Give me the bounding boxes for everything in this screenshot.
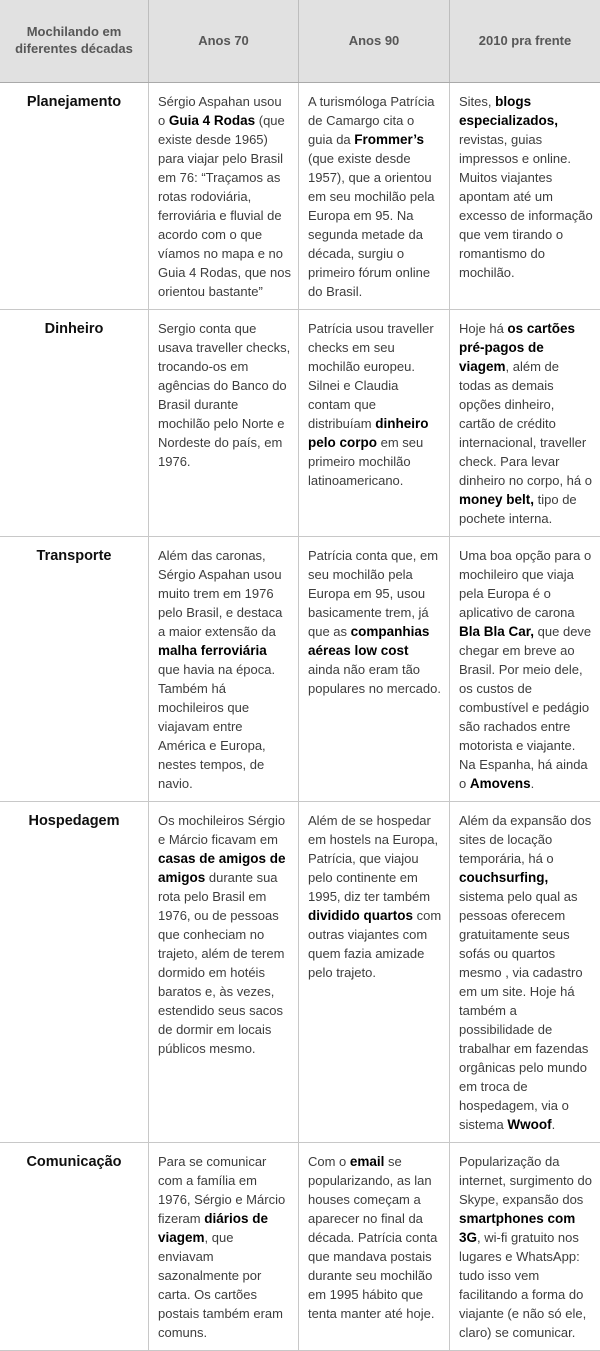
cell-dinheiro-anos-90: Patrícia usou traveller checks em seu mochilão europeu. Silnei e Claudia contam que distribuíam dinheiro pelo corpo em seu primeiro mochilão latinoamericano. <box>298 310 449 536</box>
cell-hospedagem-2010: Além da expansão dos sites de locação temporária, há o couchsurfing, sistema pelo qual as pessoas oferecem gratuitamente seus sofás ou quartos mesmo , via cadastro em um site. Hoje há também a possibilidade de trabalhar em fazendas orgânicas pelo mundo em troca de hospedagem, via o sistema Wwoof. <box>449 802 600 1142</box>
table-row-planejamento <box>0 83 600 309</box>
row-label-dinheiro: Dinheiro <box>44 321 104 337</box>
cell-comunicacao-anos-90: Com o email se popularizando, as lan houses começam a aparecer no final da década. Patrícia conta que mandava postais durante seu mochilão em 1995 hábito que tenta manter até hoje. <box>298 1143 449 1350</box>
cell-planejamento-2010: Sites, blogs especializados, revistas, guias impressos e online. Muitos viajantes apontam até um excesso de informação que vem tirando o romantismo do mochilão. <box>449 83 600 309</box>
cell-transporte-2010: Uma boa opção para o mochileiro que viaja pela Europa é o aplicativo de carona Bla Bla Car, que deve chegar em breve ao Brasil. Por meio dele, os custos de combustível e pedágio são rachados entre motorista e viajante. Na Espanha, há ainda o Amovens. <box>449 537 600 801</box>
table-row-comunicacao <box>0 1142 600 1350</box>
cell-transporte-anos-90: Patrícia conta que, em seu mochilão pela Europa em 95, usou basicamente trem, já que as companhias aéreas low cost ainda não eram tão populares no mercado. <box>298 537 449 801</box>
cell-comunicacao-2010: Popularização da internet, surgimento do Skype, expansão dos smartphones com 3G, wi-fi gratuito nos lugares e WhatsApp: tudo isso vem facilitando a forma do viajante (e não só ele, claro) se comunicar. <box>449 1143 600 1350</box>
table-row-hospedagem <box>0 801 600 1142</box>
cell-planejamento-anos-90: A turismóloga Patrícia de Camargo cita o guia da Frommer’s (que existe desde 1957), que a orientou em seu mochilão pela Europa em 95. Na segunda metade da década, surgiu o primeiro fórum online do Brasil. <box>298 83 449 309</box>
header-col-2010-pra-frente: 2010 pra frente <box>449 0 600 82</box>
header-col-anos-70: Anos 70 <box>148 0 298 82</box>
cell-dinheiro-2010: Hoje há os cartões pré-pagos de viagem, além de todas as demais opções dinheiro, cartão de crédito internacional, traveller check. Para levar dinheiro no corpo, há o money belt, tipo de pochete interna. <box>449 310 600 536</box>
cell-planejamento-anos-70: Sérgio Aspahan usou o Guia 4 Rodas (que existe desde 1965) para viajar pelo Brasil em 76: “Traçamos as rotas rodoviária, ferroviária e fluvial de acordo com o que víamos no mapa e no Guia 4 Rodas, que nos orientou bastante” <box>148 83 298 309</box>
row-label-comunicacao: Comunicação <box>26 1154 122 1170</box>
row-label-planejamento: Planejamento <box>26 94 122 110</box>
row-label-hospedagem: Hospedagem <box>28 813 120 829</box>
cell-dinheiro-anos-70: Sergio conta que usava traveller checks, trocando-os em agências do Banco do Brasil durante mochilão pelo Norte e Nordeste do país, em 1976. <box>148 310 298 536</box>
cell-hospedagem-anos-70: Os mochileiros Sérgio e Márcio ficavam em casas de amigos de amigos durante sua rota pelo Brasil em 1976, ou de pessoas que conheciam no trajeto, além de terem dormido em hotéis baratos e, às vezes, estendido seus sacos de dormir em locais públicos mesmo. <box>148 802 298 1142</box>
cell-transporte-anos-70: Além das caronas, Sérgio Aspahan usou muito trem em 1976 pelo Brasil, e destaca a maior extensão da malha ferroviária que havia na época. Também há mochileiros que viajavam entre América e Europa, nestes tempos, de navio. <box>148 537 298 801</box>
table-row-dinheiro <box>0 309 600 536</box>
table-row-transporte <box>0 536 600 801</box>
cell-hospedagem-anos-90: Além de se hospedar em hostels na Europa, Patrícia, que viajou pelo continente em 1995, diz ter também dividido quartos com outras viajantes com quem fazia amizade pelo trajeto. <box>298 802 449 1142</box>
row-label-transporte: Transporte <box>36 548 112 564</box>
header-title-cell: Mochilando em diferentes décadas <box>15 24 133 56</box>
header-col-anos-90: Anos 90 <box>298 0 449 82</box>
cell-comunicacao-anos-70: Para se comunicar com a família em 1976, Sérgio e Márcio fizeram diários de viagem, que enviavam sazonalmente por carta. Os cartões postais também eram comuns. <box>148 1143 298 1350</box>
table-header-row <box>0 0 600 83</box>
